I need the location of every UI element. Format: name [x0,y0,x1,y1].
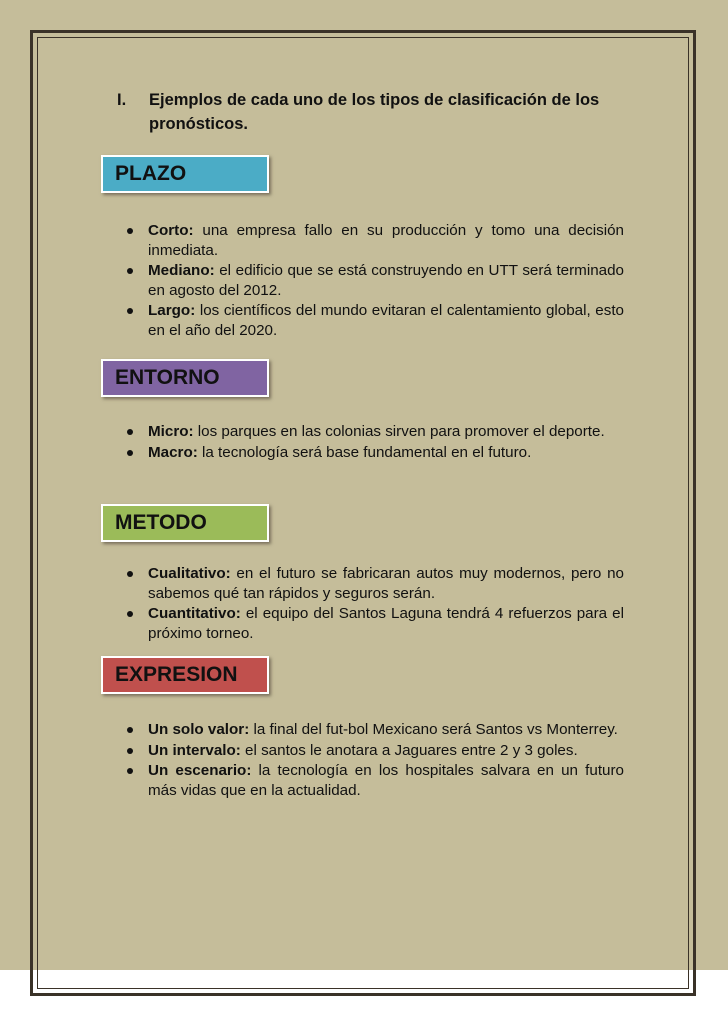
bullet-icon [127,727,133,733]
bullet-icon [127,768,133,774]
list-item [122,761,624,800]
item-text: en el futuro se fabricaran autos muy modernos, pero no sabemos qué tan rápidos y seguros serán. [148,565,624,602]
section-title-plazo [101,155,269,193]
list-item [122,422,624,442]
list-item [122,261,624,300]
item-text: el edificio que se está construyendo en UTT será terminado en agosto del 2012. [148,262,624,299]
section-title-text: PLAZO [115,162,187,185]
section-title-metodo [101,504,269,542]
bullet-icon [127,571,133,577]
item-term: Micro: [148,423,194,440]
item-text: la tecnología será base fundamental en el futuro. [197,443,532,461]
metodo-list [122,564,624,644]
item-term: Cuantitativo: [148,605,241,622]
section-title-text: ENTORNO [115,366,220,389]
list-item [122,741,624,761]
list-item [122,564,624,603]
item-text: el santos le anotara a Jaguares entre 2 y 3 goles. [240,741,578,759]
item-term: Cualitativo: [148,565,231,582]
plazo-list [122,221,624,341]
item-term: Un escenario: [148,762,252,779]
list-item [122,720,624,740]
item-text: el equipo del Santos Laguna tendrá 4 refuerzos para el próximo torneo. [148,605,624,642]
item-term: Mediano: [148,262,215,279]
item-term: Un solo valor: [148,721,250,738]
section-title-text: EXPRESION [115,663,238,686]
bullet-icon [127,429,133,435]
section-title-expresion [101,656,269,694]
list-item [122,443,624,463]
heading-text: Ejemplos de cada uno de los tipos de clasificación de los pronósticos. [149,91,600,133]
item-text: los parques en las colonias sirven para promover el deporte. [193,423,605,440]
item-text: los científicos del mundo evitaran el calentamiento global, esto en el año del 2020. [148,302,624,339]
bullet-icon [127,308,133,314]
bullet-icon [127,611,133,617]
item-text: la final del fut-bol Mexicano será Santos vs Monterrey. [249,721,618,738]
item-term: Un intervalo: [148,741,241,759]
expresion-list [122,720,624,801]
item-term: Largo: [148,302,196,319]
list-item [122,301,624,340]
section-title-entorno [101,359,269,397]
heading-number: I. [117,91,127,109]
bullet-icon [127,748,133,754]
item-term: Corto: [148,222,194,239]
bullet-icon [127,450,133,456]
item-text: la tecnología en los hospitales salvara en un futuro más vidas que en la actualidad. [148,762,624,799]
item-term: Macro: [148,443,198,461]
list-item [122,604,624,643]
bullet-icon [127,268,133,274]
bullet-icon [127,228,133,234]
entorno-list [122,422,624,463]
list-item [122,221,624,260]
section-title-text: METODO [115,511,207,534]
item-text: una empresa fallo en su producción y tomo una decisión inmediata. [148,222,624,259]
